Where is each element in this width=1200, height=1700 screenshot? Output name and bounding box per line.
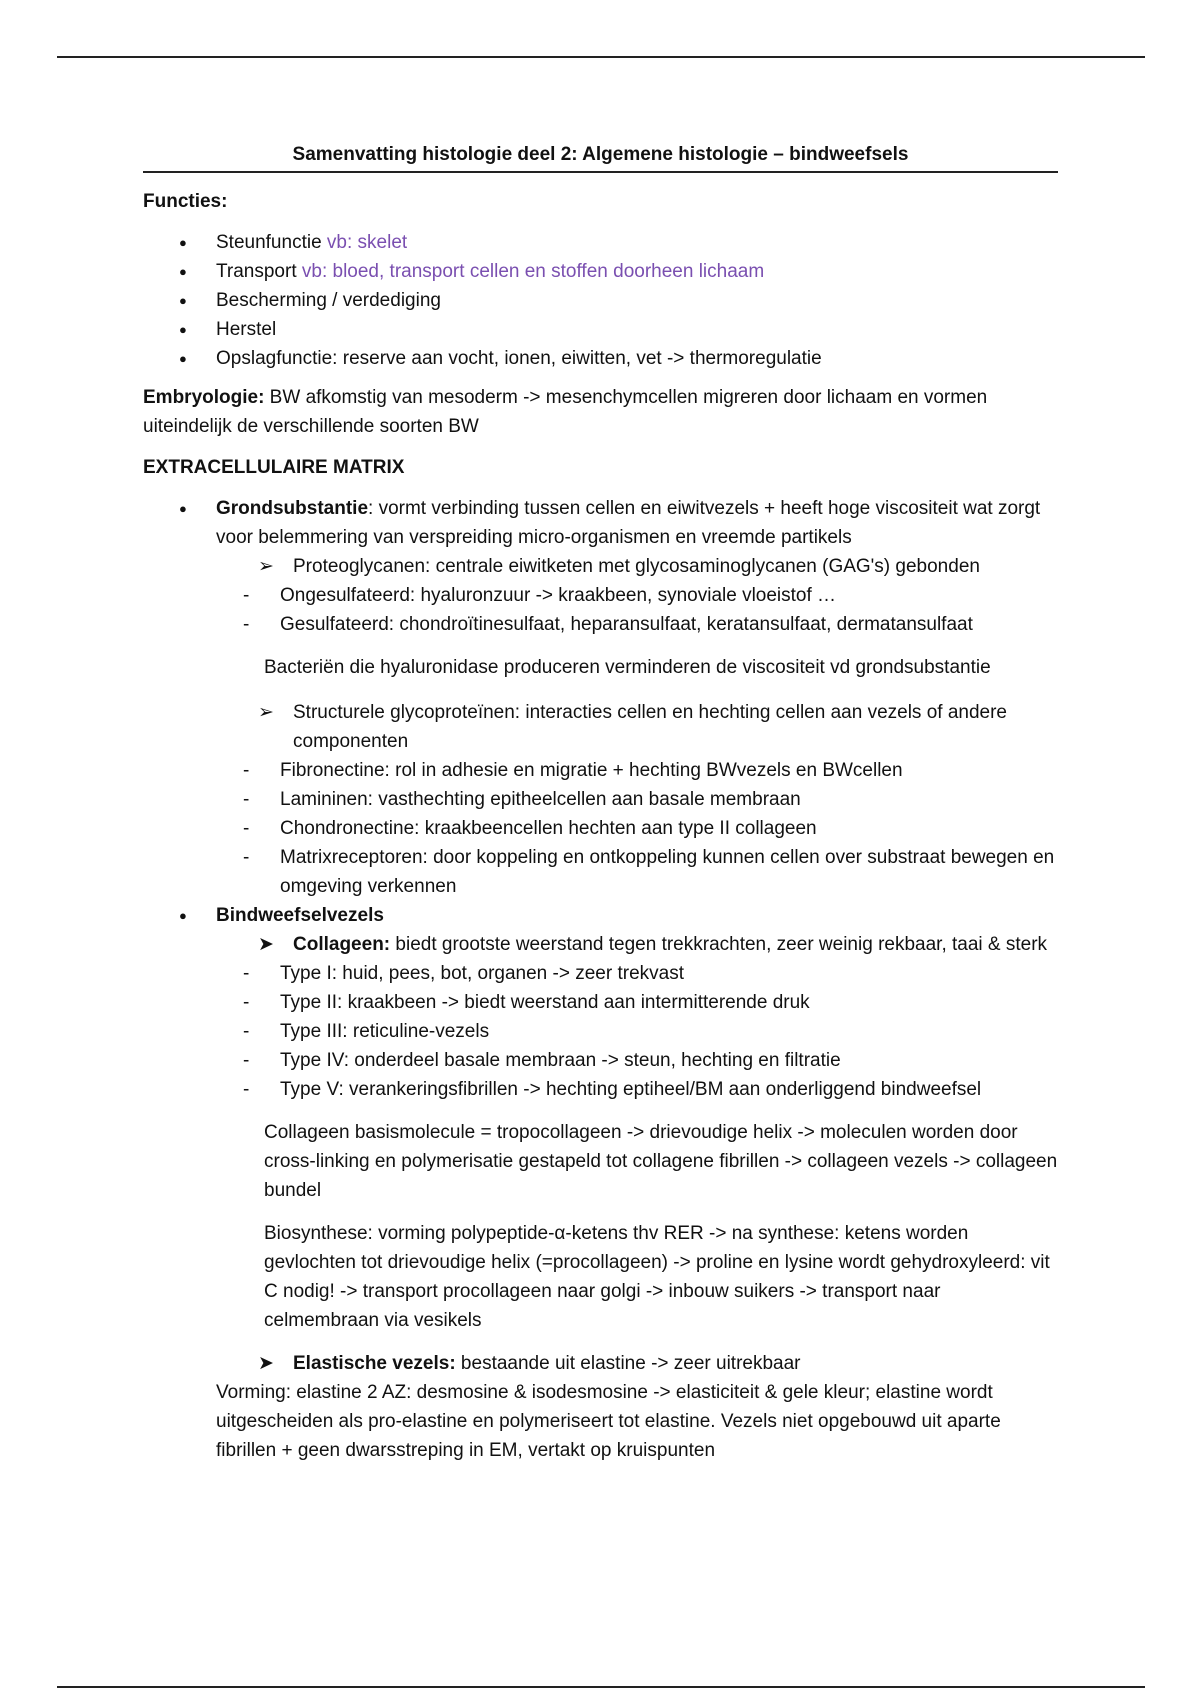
ecm-list bbox=[143, 494, 1058, 552]
list-item-bindweefselvezels bbox=[143, 901, 1058, 930]
glyco-item-text: Lamininen: vasthechting epitheelcellen aan basale membraan bbox=[280, 789, 801, 810]
glyco-item-text: Fibronectine: rol in adhesie en migratie + hechting BWvezels en BWcellen bbox=[280, 760, 903, 781]
dash-bullet-icon: - bbox=[243, 963, 250, 984]
list-item bbox=[143, 814, 1058, 843]
collagen-item bbox=[143, 930, 1058, 959]
embryology-paragraph bbox=[143, 383, 1058, 441]
elastic-text: bestaande uit elastine -> zeer uitrekbaar bbox=[455, 1353, 801, 1374]
glycoproteins-text: Structurele glycoproteïnen: interacties cellen en hechting cellen aan vezels of andere componenten bbox=[293, 702, 1007, 752]
dash-bullet-icon: - bbox=[243, 789, 250, 810]
dash-bullet-icon: - bbox=[243, 585, 250, 606]
dash-bullet-icon: - bbox=[243, 992, 250, 1013]
glyco-item-text: Chondronectine: kraakbeencellen hechten aan type II collageen bbox=[280, 818, 817, 839]
proteoglycans-text: Proteoglycanen: centrale eiwitketen met glycosaminoglycanen (GAG's) gebonden bbox=[293, 556, 980, 577]
function-example: vb: skelet bbox=[326, 232, 408, 253]
glyco-item-text: Matrixreceptoren: door koppeling en ontkoppeling kunnen cellen over substraat bewegen en omgeving verkennen bbox=[280, 847, 1055, 897]
list-item bbox=[143, 1017, 1058, 1046]
list-item bbox=[143, 344, 1058, 373]
collagen-text: biedt grootste weerstand tegen trekkrachten, zeer weinig rekbaar, taai & sterk bbox=[390, 934, 1048, 955]
dash-bullet-icon: - bbox=[243, 818, 250, 839]
embryology-label: Embryologie: bbox=[143, 387, 265, 408]
ecm-heading: EXTRACELLULAIRE MATRIX bbox=[143, 457, 405, 478]
function-text: Opslagfunctie: reserve aan vocht, ionen, eiwitten, vet -> thermoregulatie bbox=[216, 348, 822, 369]
functions-list bbox=[143, 228, 1058, 373]
list-item bbox=[143, 959, 1058, 988]
list-item bbox=[143, 581, 1058, 610]
grond-label: Grondsubstantie bbox=[216, 498, 369, 519]
list-item bbox=[143, 228, 1058, 257]
dash-bullet-icon: - bbox=[243, 1021, 250, 1042]
function-text: Bescherming / verdediging bbox=[216, 290, 441, 311]
arrow-bullet-icon: ➤ bbox=[258, 1353, 274, 1374]
list-item bbox=[143, 988, 1058, 1017]
collagen-structure-note: Collageen basismolecule = tropocollageen -> drievoudige helix -> moleculen worden door cross-linking en polymerisatie gestapeld tot collagene fibrillen -> collageen vezels -> collageen bundel bbox=[264, 1122, 1058, 1201]
list-item bbox=[143, 785, 1058, 814]
grond-text: : vormt verbinding tussen cellen en eiwitvezels + heeft hoge viscositeit wat zorgt voor belemmering van verspreiding micro-organismen en vreemde partikels bbox=[216, 498, 1041, 548]
page-title: Samenvatting histologie deel 2: Algemene histologie – bindweefsels bbox=[143, 140, 1058, 173]
function-text: Transport bbox=[216, 261, 302, 282]
list-item bbox=[143, 257, 1058, 286]
list-item bbox=[143, 756, 1058, 785]
dash-bullet-icon: - bbox=[243, 614, 250, 635]
collagen-type-text: Type IV: onderdeel basale membraan -> steun, hechting en filtratie bbox=[280, 1050, 841, 1071]
list-item bbox=[143, 286, 1058, 315]
function-example: vb: bloed, transport cellen en stoffen doorheen lichaam bbox=[301, 261, 765, 282]
arrow-bullet-icon: ➢ bbox=[258, 702, 274, 723]
collagen-type-text: Type V: verankeringsfibrillen -> hechting eptiheel/BM aan onderliggend bindweefsel bbox=[280, 1079, 982, 1100]
top-rule bbox=[57, 56, 1145, 58]
list-item-grondsubstantie bbox=[143, 494, 1058, 552]
arrow-bullet-icon: ➤ bbox=[258, 934, 274, 955]
elastic-fibers-item bbox=[143, 1349, 1058, 1378]
list-item bbox=[143, 315, 1058, 344]
function-text: Herstel bbox=[216, 319, 277, 340]
list-item bbox=[143, 1046, 1058, 1075]
dash-bullet-icon: - bbox=[243, 760, 250, 781]
proteo-item-text: Gesulfateerd: chondroïtinesulfaat, heparansulfaat, keratansulfaat, dermatansulfaat bbox=[280, 614, 973, 635]
embryology-text: BW afkomstig van mesoderm -> mesenchymcellen migreren door lichaam en vormen uiteindelijk de verschillende soorten BW bbox=[143, 387, 988, 437]
elastic-formation-note: Vorming: elastine 2 AZ: desmosine & isodesmosine -> elasticiteit & gele kleur; elastine wordt uitgescheiden als pro-elastine en polymeriseert tot elastine. Vezels niet opgebouwd uit aparte fibrillen + geen dwarsstreping in EM, vertakt op kruispunten bbox=[216, 1382, 1001, 1461]
function-text: Steunfunctie bbox=[216, 232, 327, 253]
collagen-biosynthesis-note: Biosynthese: vorming polypeptide-α-ketens thv RER -> na synthese: ketens worden gevlochten tot drievoudige helix (=procollageen) -> proline en lysine wordt gehydroxyleerd: vit C nodig! -> transport procollageen naar golgi -> inbouw suikers -> transport naar celmembraan via vesikels bbox=[264, 1223, 1050, 1331]
glycoproteins-item bbox=[143, 698, 1058, 756]
list-item bbox=[143, 1075, 1058, 1104]
list-item bbox=[143, 843, 1058, 901]
proteoglycans-item bbox=[143, 552, 1058, 581]
fibers-list bbox=[143, 901, 1058, 930]
bacteria-note: Bacteriën die hyaluronidase produceren verminderen de viscositeit vd grondsubstantie bbox=[264, 657, 991, 678]
dash-bullet-icon: - bbox=[243, 1079, 250, 1100]
fibers-label: Bindweefselvezels bbox=[216, 905, 384, 926]
functions-heading: Functies: bbox=[143, 191, 228, 212]
dash-bullet-icon: - bbox=[243, 847, 250, 868]
list-item bbox=[143, 610, 1058, 639]
proteo-item-text: Ongesulfateerd: hyaluronzuur -> kraakbeen, synoviale vloeistof … bbox=[280, 585, 837, 606]
arrow-bullet-icon: ➢ bbox=[258, 556, 274, 577]
bottom-rule bbox=[57, 1686, 1145, 1688]
collagen-label: Collageen: bbox=[293, 934, 391, 955]
collagen-type-text: Type III: reticuline-vezels bbox=[280, 1021, 490, 1042]
collagen-type-text: Type II: kraakbeen -> biedt weerstand aan intermitterende druk bbox=[280, 992, 810, 1013]
elastic-label: Elastische vezels: bbox=[293, 1353, 456, 1374]
dash-bullet-icon: - bbox=[243, 1050, 250, 1071]
document-body bbox=[143, 140, 1058, 1465]
collagen-type-text: Type I: huid, pees, bot, organen -> zeer trekvast bbox=[280, 963, 684, 984]
